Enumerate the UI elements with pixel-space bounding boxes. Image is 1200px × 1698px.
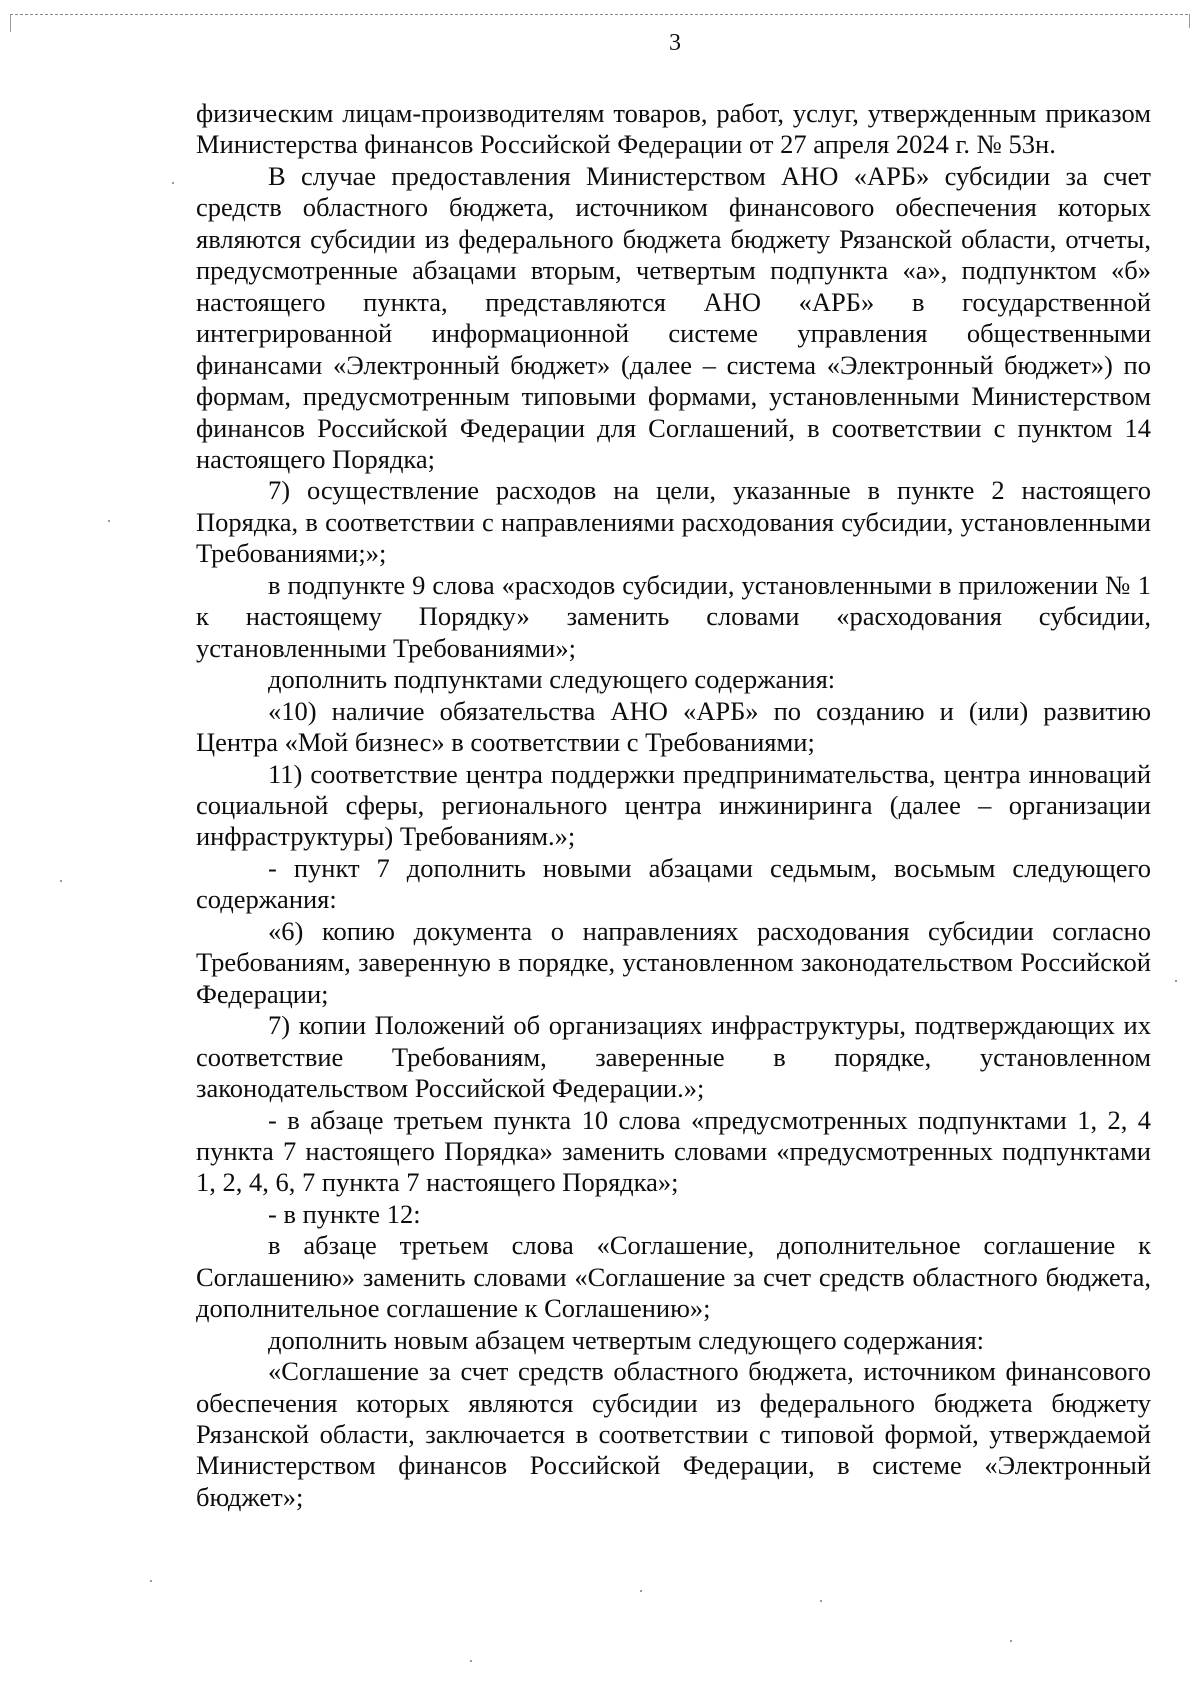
paragraph-15: «Соглашение за счет средств областного бюджета, источником финансового обеспечения которых являются субсидии из федерального бюджета бюджету Рязанской области, заключается в соответствии с типовой формой, утверждаемой Министерством финансов Российской Федерации, в системе «Электронный бюджет»; [196, 1356, 1151, 1512]
paragraph-9: «6) копию документа о направлениях расходования субсидии согласно Требованиям, заверенную в порядке, установленном законодательством Российской Федерации; [196, 915, 1151, 1009]
scan-speck [1175, 980, 1177, 982]
paragraph-10: 7) копии Положений об организациях инфраструктуры, подтверждающих их соответствие Требованиям, заверенные в порядке, установленном законодательством Российской Федерации.»; [196, 1010, 1151, 1104]
scan-right-edge [1189, 14, 1190, 28]
paragraph-1: физическим лицам-производителям товаров, работ, услуг, утвержденным приказом Министерства финансов Российской Федерации от 27 апреля 2024 г. № 53н. [196, 98, 1151, 160]
scan-speck [640, 1590, 642, 1592]
scan-speck [150, 1580, 152, 1582]
scan-speck [1010, 1640, 1012, 1642]
scan-speck [108, 520, 110, 522]
paragraph-2: В случае предоставления Министерством АНО «АРБ» субсидии за счет средств областного бюджета, источником финансового обеспечения которых являются субсидии из федерального бюджета бюджету Рязанской области, отчеты, предусмотренные абзацами вторым, четвертым подпункта «а», подпунктом «б» настоящего пункта, представляются АНО «АРБ» в государственной интегрированной информационной системе управления общественными финансами «Электронный бюджет» (далее – система «Электронный бюджет») по формам, предусмотренным типовыми формами, установленными Министерством финансов Российской Федерации для Соглашений, в соответствии с пунктом 14 настоящего Порядка; [196, 160, 1151, 474]
paragraph-6: «10) наличие обязательства АНО «АРБ» по созданию и (или) развитию Центра «Мой бизнес» в соответствии с Требованиями; [196, 695, 1151, 758]
paragraph-7: 11) соответствие центра поддержки предпринимательства, центра инноваций социальной сферы, регионального центра инжиниринга (далее – организации инфраструктуры) Требованиям.»; [196, 758, 1151, 852]
paragraph-12: - в пункте 12: [268, 1198, 421, 1229]
paragraph-11: - в абзаце третьем пункта 10 слова «предусмотренных подпунктами 1, 2, 4 пункта 7 настоящего Порядка» заменить словами «предусмотренных подпунктами 1, 2, 4, 6, 7 пункта 7 настоящего Порядка»; [196, 1104, 1151, 1198]
paragraph-13: в абзаце третьем слова «Соглашение, дополнительное соглашение к Соглашению» заменить словами «Соглашение за счет средств областного бюджета, дополнительное соглашение к Соглашению»; [196, 1230, 1151, 1324]
scan-top-edge [10, 14, 1188, 15]
paragraph-8: - пункт 7 дополнить новыми абзацами седьмым, восьмым следующего содержания: [196, 852, 1151, 915]
paragraph-14: дополнить новым абзацем четвертым следующего содержания: [268, 1324, 985, 1355]
page-number: 3 [669, 30, 681, 56]
paragraph-4: в подпункте 9 слова «расходов субсидии, установленными в приложении № 1 к настоящему Порядку» заменить словами «расходования субсидии, установленными Требованиями»; [196, 569, 1151, 663]
paragraph-3: 7) осуществление расходов на цели, указанные в пункте 2 настоящего Порядка, в соответствии с направлениями расходования субсидии, установленными Требованиями;»; [196, 475, 1151, 569]
document-body [196, 98, 1151, 1513]
paragraph-5: дополнить подпунктами следующего содержания: [268, 664, 836, 695]
scan-speck [172, 182, 174, 184]
scan-speck [820, 1600, 822, 1602]
scan-speck [470, 1660, 472, 1662]
scan-speck [60, 880, 62, 882]
